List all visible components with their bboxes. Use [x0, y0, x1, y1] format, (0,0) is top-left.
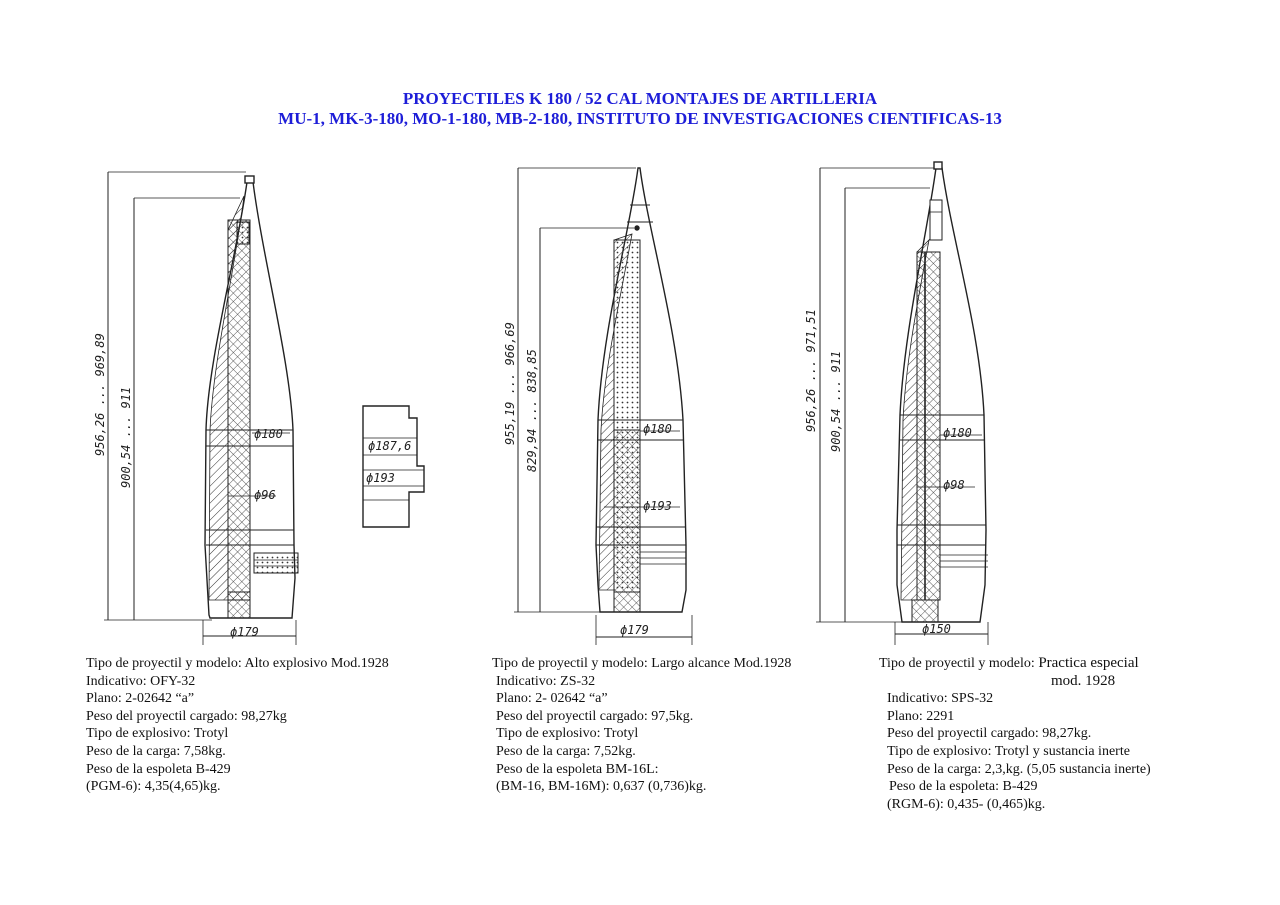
spec-line: (BM-16, BM-16M): 0,637 (0,736)kg.: [496, 779, 707, 795]
spec-line: Plano: 2291: [887, 708, 955, 724]
shell-drawing-left: [104, 172, 298, 645]
specs-left: [86, 655, 389, 796]
dia-top-middle: ϕ180: [643, 422, 672, 436]
spec-line: Peso de la espoleta B-429: [86, 761, 231, 777]
spec-label: Tipo de proyectil y modelo:: [879, 656, 1039, 671]
band-dia-a: ϕ187,6: [368, 439, 412, 453]
spec-line: Tipo de explosivo: Trotyl: [86, 726, 229, 742]
document-subtitle: MU-1, MK-3-180, MO-1-180, MB-2-180, INSTITUTO DE INVESTIGACIONES CIENTIFICAS-13: [278, 109, 1002, 128]
shell-drawing-middle: [514, 168, 692, 645]
dim-body-left: 900,54 ... 911: [119, 386, 133, 488]
spec-line: Peso del proyectil cargado: 98,27kg.: [887, 726, 1092, 742]
band-dia-b: ϕ193: [366, 471, 395, 485]
dia-mid-left: ϕ96: [254, 488, 276, 502]
dia-mid-right: ϕ98: [943, 478, 965, 492]
spec-line: Indicativo: OFY-32: [86, 673, 196, 689]
spec-line: Tipo de explosivo: Trotyl: [496, 726, 639, 742]
spec-line: Indicativo: ZS-32: [496, 673, 596, 689]
spec-line: Peso de la carga: 2,3,kg. (5,05 sustancia inerte): [887, 761, 1151, 777]
spec-line: Peso de la carga: 7,58kg.: [86, 743, 226, 759]
spec-line: Peso del proyectil cargado: 97,5kg.: [496, 708, 694, 724]
dim-total-middle: 955,19 ... 966,69: [503, 322, 517, 445]
spec-line: Plano: 2-02642 “a”: [86, 691, 195, 707]
spec-line: (RGM-6): 0,435- (0,465)kg.: [887, 796, 1046, 812]
spec-line: Tipo de proyectil y modelo: Largo alcance Mod.1928: [492, 656, 792, 671]
spec-line: Indicativo: SPS-32: [887, 691, 994, 707]
dia-mid-middle: ϕ193: [643, 499, 672, 513]
dia-base-left: ϕ179: [230, 625, 259, 639]
document-title: PROYECTILES K 180 / 52 CAL MONTAJES DE ARTILLERIA: [402, 89, 878, 108]
spec-line: Peso de la carga: 7,52kg.: [496, 743, 636, 759]
spec-line: Plano: 2- 02642 “a”: [496, 691, 608, 707]
spec-line: Peso de la espoleta BM-16L:: [496, 761, 659, 777]
rotating-band-detail: [363, 406, 424, 527]
spec-line: (PGM-6): 4,35(4,65)kg.: [86, 779, 221, 795]
dim-body-right: 900,54 ... 911: [829, 350, 843, 452]
specs-middle: [492, 655, 791, 796]
dia-top-left: ϕ180: [254, 427, 283, 441]
spec-line: Peso de la espoleta: B-429: [889, 779, 1038, 795]
spec-line: Peso del proyectil cargado: 98,27kg: [86, 708, 287, 724]
dia-base-right: ϕ150: [922, 622, 951, 636]
spec-line: Tipo de proyectil y modelo: Alto explosivo Mod.1928: [86, 656, 389, 671]
spec-line: Tipo de explosivo: Trotyl y sustancia inerte: [887, 743, 1130, 759]
spec-value: Practica especial: [1038, 655, 1139, 671]
dim-total-left: 956,26 ... 969,89: [93, 333, 107, 456]
spec-line: mod. 1928: [1051, 672, 1116, 689]
dim-total-right: 956,26 ... 971,51: [804, 309, 818, 432]
dia-base-middle: ϕ179: [620, 623, 649, 637]
dia-top-right: ϕ180: [943, 426, 972, 440]
dim-body-middle: 829,94 ... 838,85: [525, 349, 539, 472]
spec-line: [879, 655, 1151, 673]
specs-right: [879, 655, 1151, 813]
